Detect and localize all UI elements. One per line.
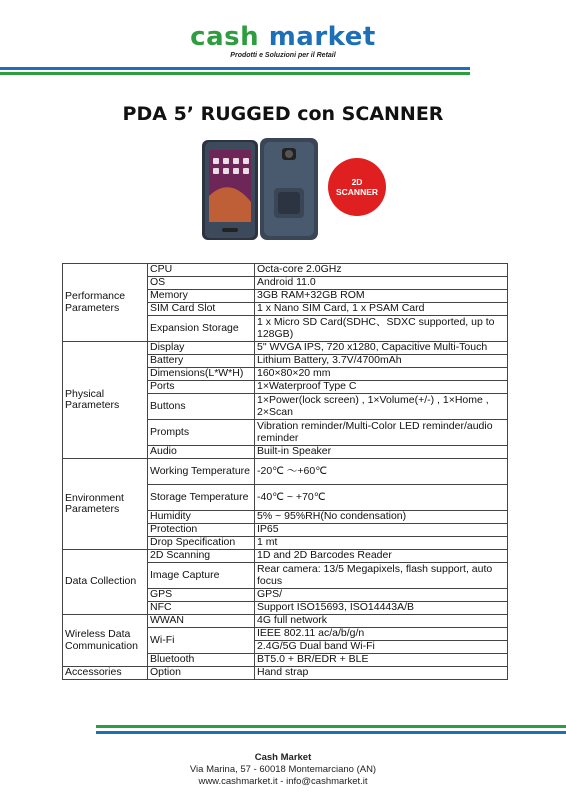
spec-value: Hand strap (255, 667, 508, 680)
group-label: Performance Parameters (63, 264, 148, 342)
spec-label: Prompts (148, 420, 255, 446)
spec-label: Storage Temperature (148, 485, 255, 511)
scanner-badge (328, 158, 386, 216)
spec-value: 5" WVGA IPS, 720 x1280, Capacitive Multi-Touch (255, 342, 508, 355)
group-label: Physical Parameters (63, 342, 148, 459)
page-title: PDA 5’ RUGGED con SCANNER (122, 103, 444, 125)
spec-value: Built-in Speaker (255, 446, 508, 459)
table-row (63, 264, 508, 277)
spec-label: Memory (148, 290, 255, 303)
spec-label: Drop Specification (148, 537, 255, 550)
spec-label: SIM Card Slot (148, 303, 255, 316)
spec-label: Dimensions(L*W*H) (148, 368, 255, 381)
spec-label: Image Capture (148, 563, 255, 589)
spec-value: IEEE 802.11 ac/a/b/g/n (255, 628, 508, 641)
table-row (63, 342, 508, 355)
spec-label: Expansion Storage (148, 316, 255, 342)
table-row (63, 550, 508, 563)
spec-value: 3GB RAM+32GB ROM (255, 290, 508, 303)
rugged-pda-image (200, 136, 325, 244)
spec-label: Wi-Fi (148, 628, 255, 654)
footer (0, 752, 566, 788)
spec-value: Octa-core 2.0GHz (255, 264, 508, 277)
spec-value: 1 mt (255, 537, 508, 550)
footer-address: Via Marina, 57 - 60018 Montemarciano (AN) (189, 764, 377, 775)
spec-label: Battery (148, 355, 255, 368)
footer-divider-green (96, 725, 566, 728)
spec-label: NFC (148, 602, 255, 615)
spec-value: IP65 (255, 524, 508, 537)
badge-line-2: SCANNER (335, 187, 379, 197)
spec-value: 1 x Nano SIM Card, 1 x PSAM Card (255, 303, 508, 316)
spec-table (62, 263, 508, 680)
spec-value: 1D and 2D Barcodes Reader (255, 550, 508, 563)
spec-value: 5% ~ 95%RH(No condensation) (255, 511, 508, 524)
spec-value: 1×Power(lock screen) , 1×Volume(+/-) , 1×Home , 2×Scan (255, 394, 508, 420)
spec-label: Buttons (148, 394, 255, 420)
spec-label: CPU (148, 264, 255, 277)
group-label: Accessories (63, 667, 148, 680)
footer-company: Cash Market (254, 752, 312, 763)
spec-label: Option (148, 667, 255, 680)
spec-label: Audio (148, 446, 255, 459)
spec-value: Rear camera: 13/5 Megapixels, flash support, auto focus (255, 563, 508, 589)
spec-value: Android 11.0 (255, 277, 508, 290)
logo-cash: cash (190, 22, 260, 52)
spec-label: Humidity (148, 511, 255, 524)
table-row (63, 667, 508, 680)
group-label: Data Collection (63, 550, 148, 615)
header-divider-blue (0, 67, 470, 70)
table-row (63, 615, 508, 628)
spec-label: WWAN (148, 615, 255, 628)
spec-value: BT5.0 + BR/EDR + BLE (255, 654, 508, 667)
spec-label: Working Temperature (148, 459, 255, 485)
spec-value: -40℃ ~ +70℃ (255, 485, 508, 511)
spec-value: 1×Waterproof Type C (255, 381, 508, 394)
spec-value: 160×80×20 mm (255, 368, 508, 381)
spec-value: Support ISO15693, ISO14443A/B (255, 602, 508, 615)
spec-value: Lithium Battery, 3.7V/4700mAh (255, 355, 508, 368)
footer-contacts: www.cashmarket.it - info@cashmarket.it (198, 776, 368, 787)
group-label: Environment Parameters (63, 459, 148, 550)
group-label: Wireless Data Communication (63, 615, 148, 667)
spec-value: -20℃ ～+60℃ (255, 459, 508, 485)
spec-value: 4G full network (255, 615, 508, 628)
spec-label: 2D Scanning (148, 550, 255, 563)
spec-value: Vibration reminder/Multi-Color LED reminder/audio reminder (255, 420, 508, 446)
spec-label: Ports (148, 381, 255, 394)
badge-line-1: 2D (351, 177, 363, 187)
footer-divider-blue (96, 731, 566, 734)
logo-market: market (268, 22, 376, 52)
tagline: Prodotti e Soluzioni per il Retail (230, 52, 336, 59)
spec-label: Display (148, 342, 255, 355)
brand-logo (0, 22, 566, 52)
table-row (63, 459, 508, 485)
spec-value: 2.4G/5G Dual band Wi-Fi (255, 641, 508, 654)
spec-label: Protection (148, 524, 255, 537)
header-divider-green (0, 72, 470, 75)
spec-label: OS (148, 277, 255, 290)
spec-value: GPS/ (255, 589, 508, 602)
spec-label: GPS (148, 589, 255, 602)
spec-value: 1 x Micro SD Card(SDHC、SDXC supported, up to 128GB) (255, 316, 508, 342)
spec-label: Bluetooth (148, 654, 255, 667)
